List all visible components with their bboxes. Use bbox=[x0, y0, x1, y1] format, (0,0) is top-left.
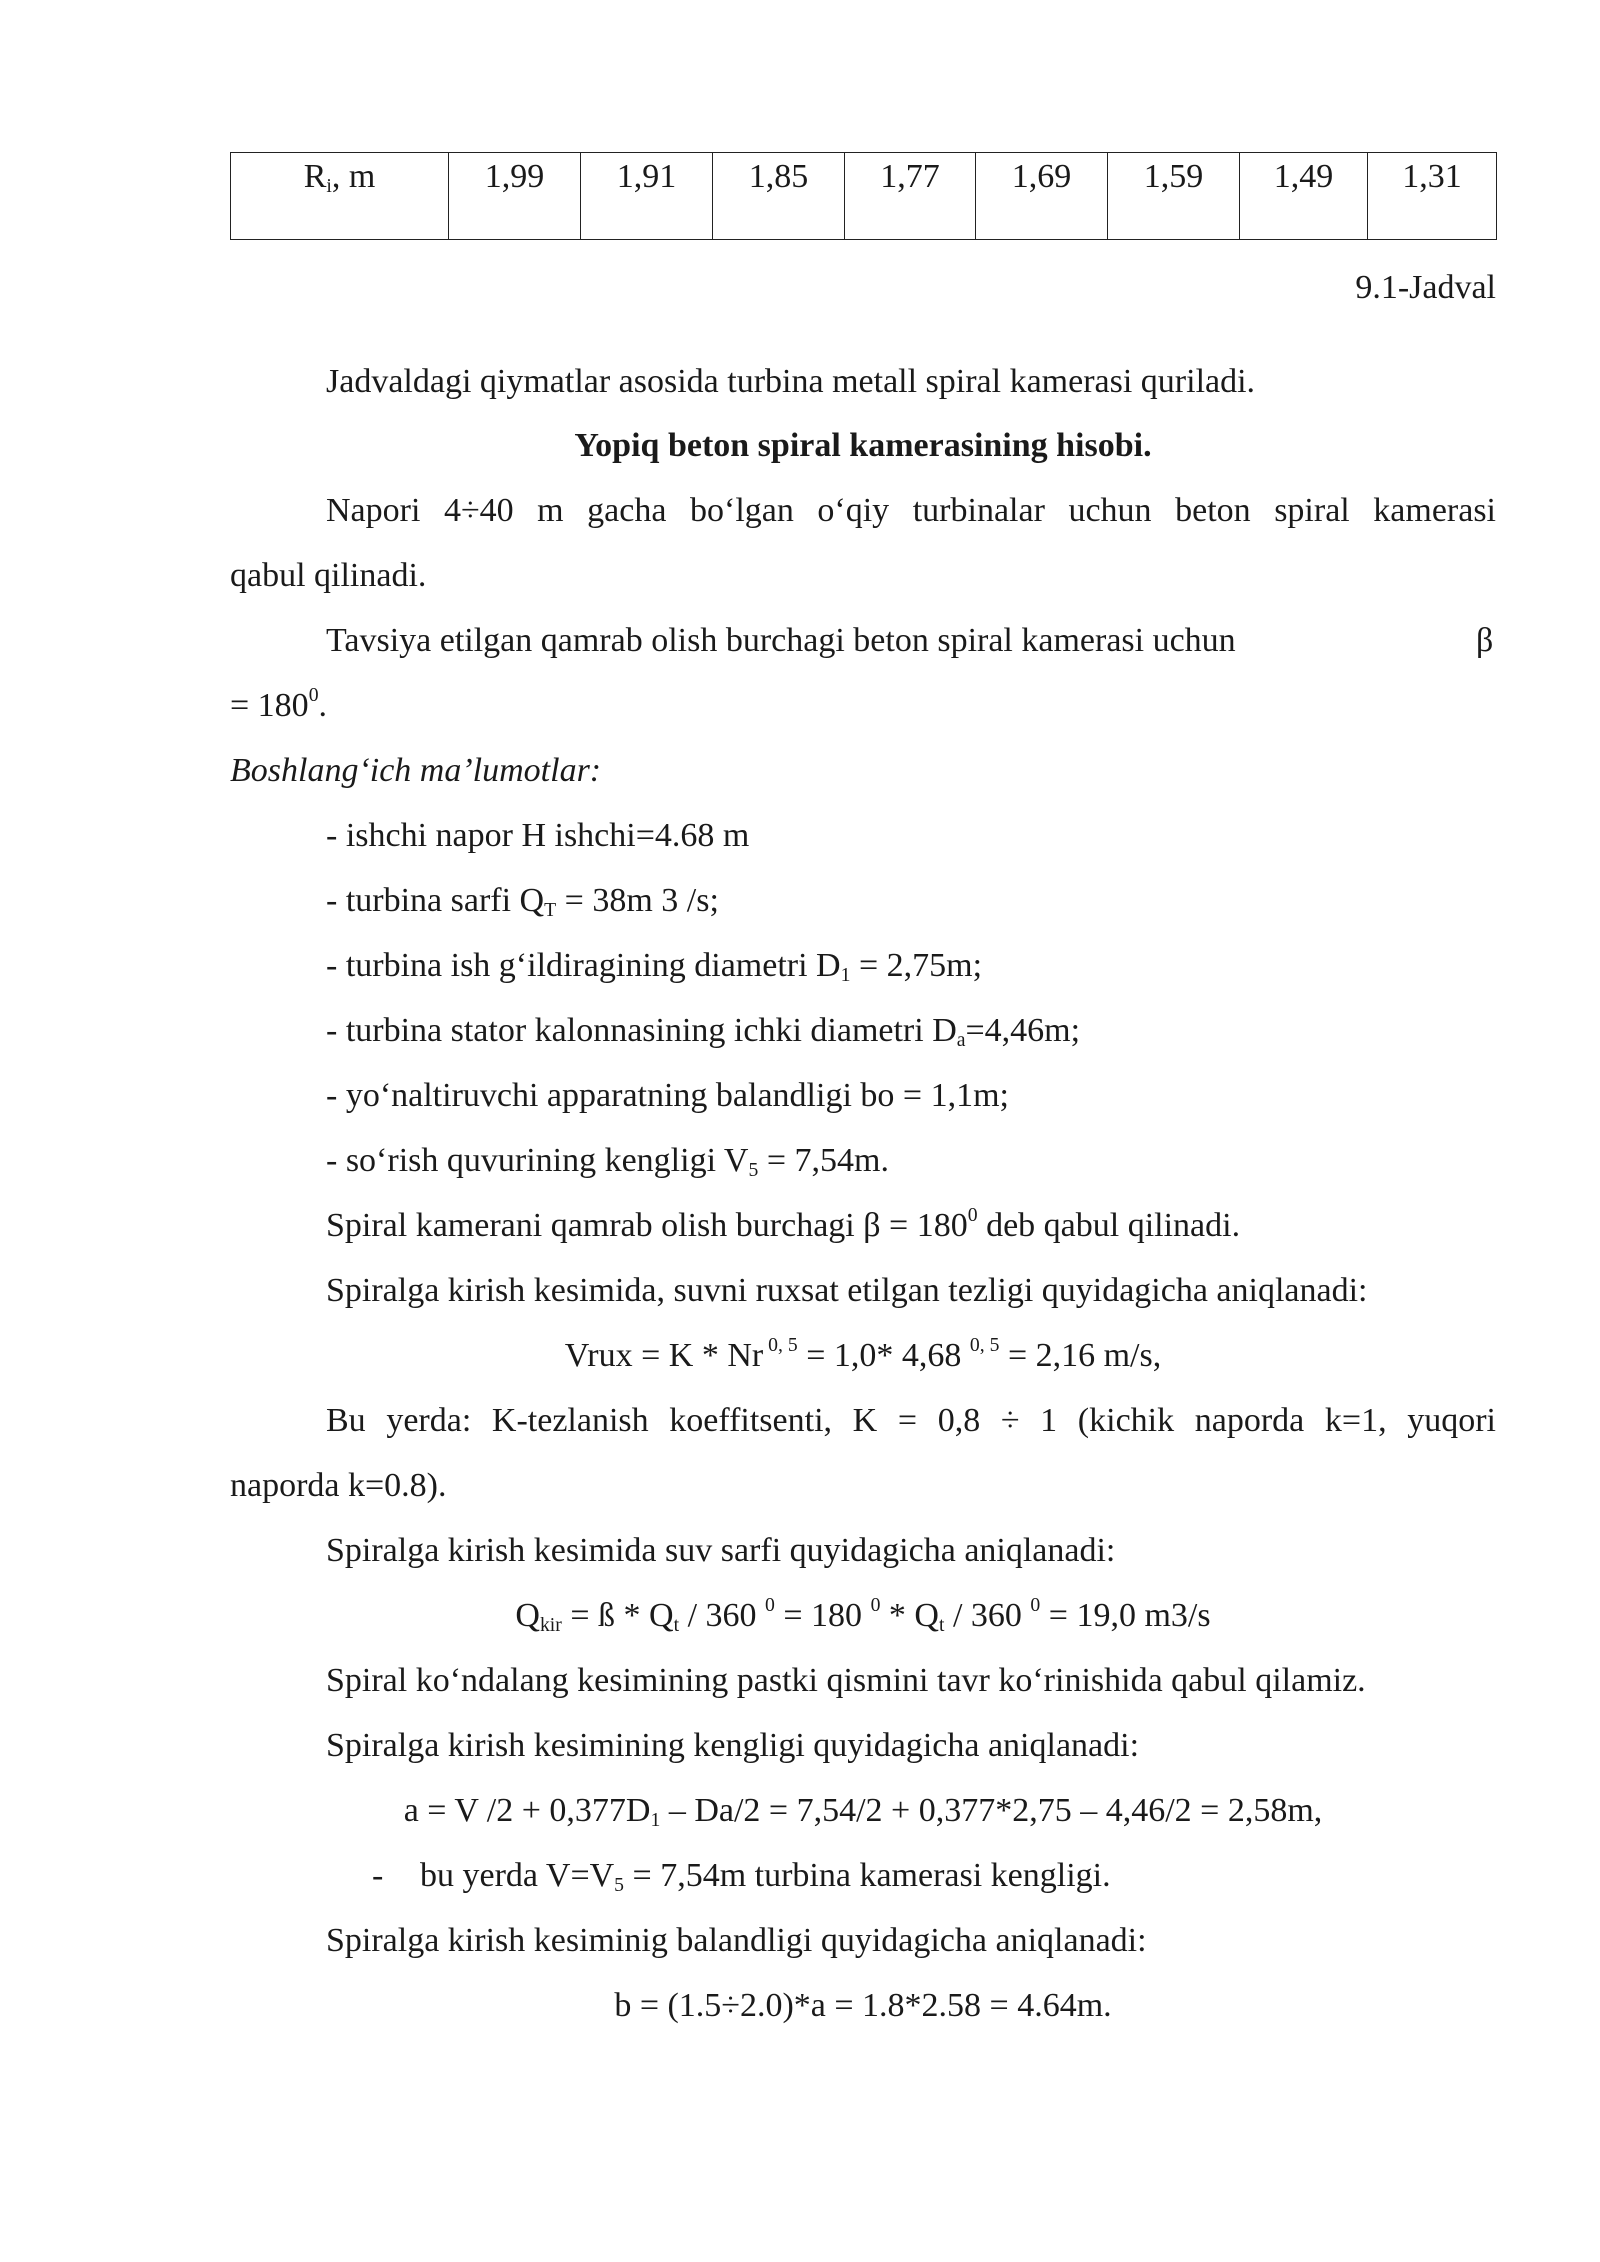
bullet-width-note: bu yerda $V=V_5 = 7,54m$ turbina kamerasi kengligi. bbox=[420, 1857, 1111, 1896]
table-cell: 1,49 bbox=[1240, 153, 1368, 240]
paragraph-coefficient-line1: Bu yerda: K-tezlanish koeffitsenti, K = 0,8 ÷ 1 (kichik naporda k=1, yuqori bbox=[326, 1402, 1496, 1439]
list-item: - turbina ish g‘ildiragining diametri $D_1 = 2,75m$; bbox=[326, 947, 983, 986]
table-cell: 1,77 bbox=[845, 153, 976, 240]
formula-height: b = (1.5÷2.0)*a = 1.8*2.58 = 4.64m. bbox=[614, 1987, 1112, 2024]
list-item: - turbina stator kalonnasining ichki diametri $D_a=4,46m$; bbox=[326, 1012, 1081, 1051]
formula-velocity: Vrux = K * Nr $^{0, 5}$ = 1,0* 4,68 $^{0, 5}$ = 2,16 m/s, bbox=[564, 1334, 1162, 1374]
list-item: - so‘rish quvurining kengligi $V_5 = 7,54m$. bbox=[326, 1142, 889, 1181]
paragraph-cross-section: Spiral ko‘ndalang kesimining pastki qismini tavr ko‘rinishida qabul qilamiz. bbox=[326, 1662, 1366, 1699]
table-cell: 1,91 bbox=[581, 153, 713, 240]
initial-data-heading: Boshlang‘ich ma’lumotlar: bbox=[230, 752, 602, 789]
paragraph-width: Spiralga kirish kesimining kengligi quyidagicha aniqlanadi: bbox=[326, 1727, 1140, 1764]
paragraph-napor-line2: qabul qilinadi. bbox=[230, 557, 427, 594]
table-cell: 1,31 bbox=[1368, 153, 1497, 240]
formula-discharge: $Q_{kir}$ = ß * $Q_t / 360$ $^0$ = 180 $^0 * Q_t / 360$ $^0$ = 19,0 m3/s bbox=[515, 1594, 1211, 1636]
table-cell: 1,99 bbox=[449, 153, 581, 240]
table-cell: 1,59 bbox=[1108, 153, 1240, 240]
paragraph-angle-line2: = $180^0$. bbox=[230, 684, 328, 724]
paragraph-angle-line1: Tavsiya etilgan qamrab olish burchagi beton spiral kamerasi uchun bbox=[326, 622, 1236, 659]
list-item: - turbina sarfi $Q_T = 38m$ 3 /s; bbox=[326, 882, 719, 921]
section-heading: Yopiq beton spiral kamerasining hisobi. bbox=[574, 427, 1152, 464]
table-cell: 1,69 bbox=[976, 153, 1108, 240]
list-item: - yo‘naltiruvchi apparatning balandligi bo = 1,1m; bbox=[326, 1077, 1009, 1114]
table-row bbox=[231, 153, 1497, 240]
table-caption: 9.1-Jadval bbox=[1355, 269, 1496, 306]
paragraph-angle-accepted: Spiral kamerani qamrab olish burchagi $\beta = 180^0$ deb qabul qilinadi. bbox=[326, 1204, 1241, 1244]
paragraph-velocity: Spiralga kirish kesimida, suvni ruxsat etilgan tezligi quyidagicha aniqlanadi: bbox=[326, 1272, 1368, 1309]
list-item: - ishchi napor H ishchi=4.68 m bbox=[326, 817, 750, 854]
paragraph-discharge: Spiralga kirish kesimida suv sarfi quyidagicha aniqlanadi: bbox=[326, 1532, 1116, 1569]
paragraph-intro: Jadvaldagi qiymatlar asosida turbina metall spiral kamerasi quriladi. bbox=[326, 363, 1256, 400]
radius-table bbox=[230, 152, 1497, 240]
table-cell: 1,85 bbox=[713, 153, 845, 240]
bullet-dash: - bbox=[372, 1857, 384, 1894]
beta-symbol: β bbox=[1476, 622, 1494, 659]
paragraph-coefficient-line2: naporda k=0.8). bbox=[230, 1467, 447, 1504]
paragraph-height: Spiralga kirish kesiminig balandligi quyidagicha aniqlanadi: bbox=[326, 1922, 1147, 1959]
formula-width: a = V $/2 + 0,377D_1 - Da/2 = 7,54/2 + 0,377*2,75 - 4,46/2 = 2,58m$, bbox=[403, 1792, 1323, 1831]
table-row-label: $R_i$, m bbox=[231, 153, 449, 240]
paragraph-napor-line1: Napori 4÷40 m gacha bo‘lgan o‘qiy turbinalar uchun beton spiral kamerasi bbox=[326, 492, 1496, 529]
